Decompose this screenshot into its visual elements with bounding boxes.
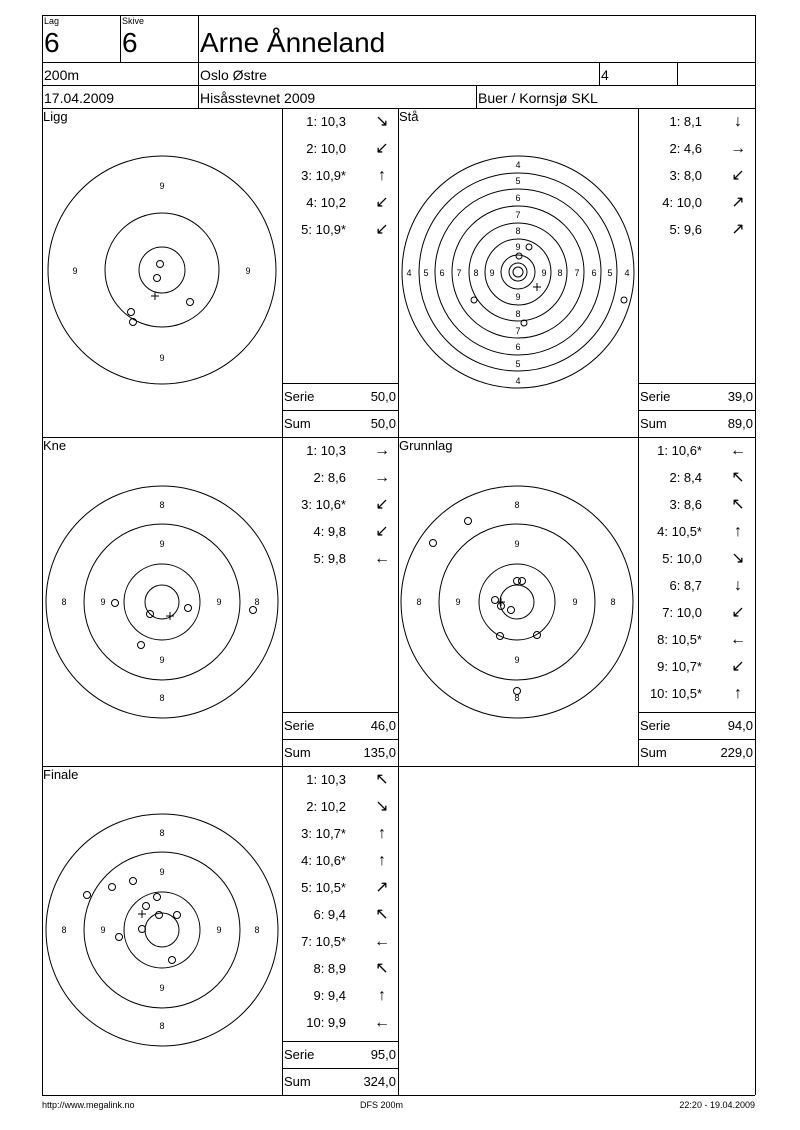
shot-row <box>286 443 394 459</box>
shot-hole <box>143 903 150 910</box>
shot-direction-icon: ↑ <box>378 987 386 1004</box>
shot-label: 2: 8,6 <box>313 470 346 485</box>
shot-row <box>642 632 750 648</box>
stage-label-finale: Finale <box>43 767 79 782</box>
shot-label: 8: 8,9 <box>313 961 346 976</box>
shot-direction-icon: ↙ <box>375 221 389 238</box>
shot-row <box>286 853 394 869</box>
svg-text:8: 8 <box>416 597 422 607</box>
col-divider-right-list <box>638 108 639 766</box>
page-right-border <box>755 15 756 1095</box>
shot-direction-icon: ← <box>730 631 746 648</box>
svg-text:8: 8 <box>557 268 563 278</box>
serie-label: Serie <box>284 389 315 404</box>
page-bottom-border <box>42 1095 755 1096</box>
shot-hole <box>130 878 137 885</box>
shot-row <box>642 470 750 486</box>
kne-serie-line <box>282 712 398 713</box>
svg-text:5: 5 <box>607 268 613 278</box>
shot-row <box>286 934 394 950</box>
shot-row <box>642 141 750 157</box>
svg-text:9: 9 <box>216 925 222 935</box>
shot-row <box>642 497 750 513</box>
shot-label: 9: 9,4 <box>313 988 346 1003</box>
shooter-name: Arne Ånneland <box>200 27 386 58</box>
svg-text:6: 6 <box>515 342 521 352</box>
finale-sum-line <box>282 1068 398 1069</box>
svg-text:8: 8 <box>254 597 260 607</box>
svg-text:9: 9 <box>159 655 165 665</box>
shot-row <box>286 772 394 788</box>
shot-hole <box>156 912 163 919</box>
sta-serie-line <box>638 383 755 384</box>
shot-label: 3: 10,9* <box>301 168 346 183</box>
sum-label: Sum <box>284 1074 311 1089</box>
svg-text:9: 9 <box>159 539 165 549</box>
shot-direction-icon: ↖ <box>731 496 745 513</box>
col-divider-finale <box>398 766 399 1095</box>
svg-text:8: 8 <box>515 226 521 236</box>
svg-text:9: 9 <box>541 268 547 278</box>
stage-label-sta: Stå <box>399 109 419 124</box>
distance: 200m <box>44 67 80 83</box>
svg-text:7: 7 <box>456 268 462 278</box>
shot-hole <box>109 884 116 891</box>
ligg-sum-line <box>282 410 398 411</box>
shot-direction-icon: → <box>374 469 390 486</box>
shot-row <box>642 578 750 594</box>
header-divider-lag <box>120 15 121 62</box>
svg-text:6: 6 <box>591 268 597 278</box>
shot-label: 7: 10,0 <box>662 605 702 620</box>
shot-direction-icon: ↘ <box>375 798 389 815</box>
svg-text:8: 8 <box>159 1021 165 1031</box>
shot-direction-icon: ↑ <box>378 852 386 869</box>
shot-direction-icon: ← <box>374 550 390 567</box>
svg-text:9: 9 <box>159 983 165 993</box>
shot-label: 2: 4,6 <box>669 141 702 156</box>
target-finale <box>42 813 282 1053</box>
svg-text:9: 9 <box>514 539 520 549</box>
svg-text:9: 9 <box>572 597 578 607</box>
svg-text:8: 8 <box>515 309 521 319</box>
shot-direction-icon: ↗ <box>731 194 745 211</box>
svg-text:9: 9 <box>514 655 520 665</box>
shot-direction-icon: ↓ <box>734 113 742 130</box>
shot-hole <box>154 275 161 282</box>
lag-label: Lag <box>44 16 60 26</box>
shot-label: 1: 10,3 <box>306 114 346 129</box>
shot-row <box>286 961 394 977</box>
club: Oslo Østre <box>200 67 267 83</box>
shot-label: 5: 10,0 <box>662 551 702 566</box>
event: Hisåsstevnet 2009 <box>200 90 316 106</box>
shot-hole <box>526 244 532 250</box>
svg-text:8: 8 <box>254 925 260 935</box>
shot-hole <box>185 605 192 612</box>
shot-label: 4: 10,6* <box>301 853 346 868</box>
svg-text:9: 9 <box>216 597 222 607</box>
shot-row <box>286 1015 394 1031</box>
shot-hole <box>534 632 541 639</box>
header-row2-border <box>42 85 755 86</box>
sum-label: Sum <box>640 745 667 760</box>
svg-text:9: 9 <box>515 292 521 302</box>
finale-serie-line <box>282 1041 398 1042</box>
shot-row <box>642 524 750 540</box>
center-mark <box>166 612 174 620</box>
shot-row <box>642 168 750 184</box>
center-mark <box>151 292 159 300</box>
shot-label: 1: 10,6* <box>657 443 702 458</box>
svg-text:9: 9 <box>489 268 495 278</box>
col-divider-left-list <box>282 108 283 1095</box>
shot-direction-icon: ↑ <box>378 167 386 184</box>
svg-text:6: 6 <box>439 268 445 278</box>
shot-row <box>642 551 750 567</box>
svg-text:8: 8 <box>159 500 165 510</box>
shot-hole <box>519 578 526 585</box>
shot-label: 5: 9,6 <box>669 222 702 237</box>
ring-label: 9 <box>245 266 251 276</box>
shot-label: 10: 9,9 <box>306 1015 346 1030</box>
shot-label: 1: 10,3 <box>306 443 346 458</box>
header-divider-skive <box>198 15 199 108</box>
shot-label: 7: 10,5* <box>301 934 346 949</box>
ring-label: 9 <box>159 181 165 191</box>
shot-direction-icon: ↑ <box>734 523 742 540</box>
shot-direction-icon: ← <box>730 442 746 459</box>
shot-hole <box>157 261 164 268</box>
svg-text:6: 6 <box>515 193 521 203</box>
header-top-border <box>42 15 755 16</box>
shot-label: 4: 10,2 <box>306 195 346 210</box>
shot-row <box>286 988 394 1004</box>
kne-sum-value: 135,0 <box>363 745 396 760</box>
shot-hole <box>187 299 194 306</box>
skive-label: Skive <box>122 16 145 26</box>
shot-label: 2: 10,2 <box>306 799 346 814</box>
grunnlag-serie-value: 94,0 <box>727 718 753 733</box>
shot-label: 2: 10,0 <box>306 141 346 156</box>
svg-text:8: 8 <box>159 693 165 703</box>
serie-label: Serie <box>640 389 671 404</box>
shot-row <box>642 686 750 702</box>
svg-text:9: 9 <box>515 242 521 252</box>
shot-hole <box>128 309 135 316</box>
center-mark <box>533 283 541 291</box>
shot-row <box>642 114 750 130</box>
shot-label: 10: 10,5* <box>649 686 702 701</box>
sum-label: Sum <box>640 416 667 431</box>
shot-row <box>286 524 394 540</box>
grunnlag-serie-line <box>638 712 755 713</box>
target-grunnlag <box>398 484 638 724</box>
target-sta <box>398 152 638 392</box>
shot-direction-icon: ↙ <box>375 523 389 540</box>
shot-hole <box>430 540 437 547</box>
center-mark <box>138 910 146 918</box>
target-ligg <box>42 152 282 392</box>
shot-direction-icon: ↗ <box>375 879 389 896</box>
svg-text:9: 9 <box>455 597 461 607</box>
shot-row <box>642 195 750 211</box>
sta-sum-line <box>638 410 755 411</box>
shot-row <box>286 907 394 923</box>
svg-text:8: 8 <box>473 268 479 278</box>
svg-text:5: 5 <box>423 268 429 278</box>
shot-hole <box>250 607 257 614</box>
grunnlag-sum-value: 229,0 <box>720 745 753 760</box>
footer-timestamp: 22:20 - 19.04.2009 <box>679 1100 755 1110</box>
stage-label-kne: Kne <box>43 438 67 453</box>
ligg-serie-line <box>282 383 398 384</box>
footer-center: DFS 200m <box>360 1100 404 1110</box>
kne-serie-value: 46,0 <box>370 718 396 733</box>
shot-label: 6: 9,4 <box>313 907 346 922</box>
sum-label: Sum <box>284 745 311 760</box>
shot-label: 1: 10,3 <box>306 772 346 787</box>
svg-text:7: 7 <box>515 326 521 336</box>
shot-hole <box>174 912 181 919</box>
stage-label-grunnlag: Grunnlag <box>399 438 453 453</box>
shot-direction-icon: ↖ <box>731 469 745 486</box>
header-divider-event <box>476 85 477 108</box>
shot-direction-icon: ↙ <box>731 167 745 184</box>
svg-text:7: 7 <box>515 210 521 220</box>
shot-row <box>642 605 750 621</box>
shot-label: 3: 10,7* <box>301 826 346 841</box>
footer-url[interactable]: http://www.megalink.no <box>42 1100 135 1110</box>
shot-direction-icon: ↙ <box>731 604 745 621</box>
shot-hole <box>471 297 477 303</box>
lag-value: 6 <box>44 27 60 58</box>
svg-text:8: 8 <box>610 597 616 607</box>
shot-label: 9: 10,7* <box>657 659 702 674</box>
shot-row <box>286 551 394 567</box>
shot-label: 3: 8,0 <box>669 168 702 183</box>
shot-direction-icon: ↙ <box>375 496 389 513</box>
shot-label: 4: 10,0 <box>662 195 702 210</box>
shot-label: 3: 10,6* <box>301 497 346 512</box>
ligg-serie-value: 50,0 <box>370 389 396 404</box>
shot-direction-icon: ↙ <box>375 194 389 211</box>
serie-label: Serie <box>640 718 671 733</box>
shot-hole <box>154 894 161 901</box>
shot-direction-icon: ↖ <box>375 771 389 788</box>
shot-row <box>286 880 394 896</box>
shot-direction-icon: → <box>374 442 390 459</box>
shot-row <box>286 497 394 513</box>
shot-hole <box>84 892 91 899</box>
shot-label: 6: 8,7 <box>669 578 702 593</box>
shot-hole <box>465 518 472 525</box>
svg-text:8: 8 <box>514 500 520 510</box>
shot-label: 5: 10,9* <box>301 222 346 237</box>
ring-label: 9 <box>159 353 165 363</box>
shot-hole <box>116 934 123 941</box>
serie-label: Serie <box>284 718 315 733</box>
header-row1-border <box>42 62 755 63</box>
sum-label: Sum <box>284 416 311 431</box>
shot-direction-icon: ↘ <box>375 113 389 130</box>
svg-text:5: 5 <box>515 359 521 369</box>
svg-text:4: 4 <box>515 376 521 386</box>
shot-hole <box>516 253 522 259</box>
shot-direction-icon: ↖ <box>375 906 389 923</box>
header-divider-klasse <box>677 62 678 85</box>
svg-text:8: 8 <box>61 597 67 607</box>
shot-label: 4: 9,8 <box>313 524 346 539</box>
shot-row <box>286 195 394 211</box>
svg-text:4: 4 <box>515 160 521 170</box>
svg-text:5: 5 <box>515 176 521 186</box>
ligg-sum-value: 50,0 <box>370 416 396 431</box>
svg-text:9: 9 <box>159 867 165 877</box>
stage-label-ligg: Ligg <box>43 109 68 124</box>
serie-label: Serie <box>284 1047 315 1062</box>
svg-text:9: 9 <box>100 597 106 607</box>
skive-value: 6 <box>122 27 138 58</box>
date: 17.04.2009 <box>44 90 115 106</box>
svg-text:9: 9 <box>100 925 106 935</box>
shot-row <box>642 443 750 459</box>
shot-hole <box>621 297 627 303</box>
shot-row <box>286 799 394 815</box>
shot-hole <box>508 607 515 614</box>
shot-hole <box>138 642 145 649</box>
shot-direction-icon: ← <box>374 1014 390 1031</box>
shot-direction-icon: ← <box>374 933 390 950</box>
shot-direction-icon: ↑ <box>734 685 742 702</box>
shot-direction-icon: ↙ <box>375 140 389 157</box>
sta-serie-value: 39,0 <box>727 389 753 404</box>
klasse: 4 <box>601 67 609 83</box>
shot-label: 5: 10,5* <box>301 880 346 895</box>
shot-hole <box>112 600 119 607</box>
shot-row <box>286 141 394 157</box>
shot-label: 3: 8,6 <box>669 497 702 512</box>
shot-label: 8: 10,5* <box>657 632 702 647</box>
target-kne <box>42 484 282 724</box>
shot-direction-icon: ↑ <box>378 825 386 842</box>
ring-label: 9 <box>72 266 78 276</box>
svg-text:8: 8 <box>514 693 520 703</box>
kne-sum-line <box>282 739 398 740</box>
shot-direction-icon: ↗ <box>731 221 745 238</box>
shot-direction-icon: ↓ <box>734 577 742 594</box>
shot-direction-icon: ↙ <box>731 658 745 675</box>
shot-row <box>286 826 394 842</box>
shot-row <box>286 470 394 486</box>
shot-label: 1: 8,1 <box>669 114 702 129</box>
shot-label: 5: 9,8 <box>313 551 346 566</box>
shot-row <box>286 222 394 238</box>
finale-sum-value: 324,0 <box>363 1074 396 1089</box>
shot-row <box>286 114 394 130</box>
svg-text:8: 8 <box>61 925 67 935</box>
shot-hole <box>139 926 146 933</box>
svg-text:7: 7 <box>574 268 580 278</box>
svg-text:8: 8 <box>159 828 165 838</box>
grunnlag-sum-line <box>638 739 755 740</box>
finale-serie-value: 95,0 <box>370 1047 396 1062</box>
svg-text:4: 4 <box>624 268 630 278</box>
shot-direction-icon: ↖ <box>375 960 389 977</box>
shot-direction-icon: ↘ <box>731 550 745 567</box>
shot-row <box>642 222 750 238</box>
shot-label: 4: 10,5* <box>657 524 702 539</box>
svg-text:4: 4 <box>406 268 412 278</box>
shot-hole <box>169 957 176 964</box>
header-divider-club <box>599 62 600 85</box>
venue: Buer / Kornsjø SKL <box>478 90 598 106</box>
shot-row <box>286 168 394 184</box>
shot-row <box>642 659 750 675</box>
shot-direction-icon: → <box>730 140 746 157</box>
sta-sum-value: 89,0 <box>727 416 753 431</box>
shot-label: 2: 8,4 <box>669 470 702 485</box>
